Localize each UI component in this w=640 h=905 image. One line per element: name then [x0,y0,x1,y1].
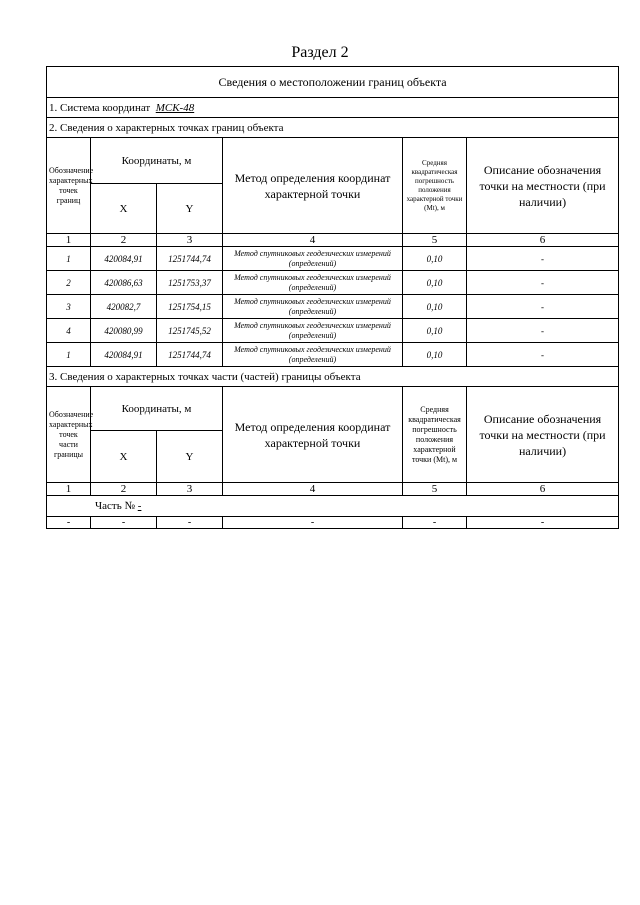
col-number: 6 [467,483,619,496]
point-accuracy: 0,10 [403,295,467,319]
table-title: Сведения о местоположении границ объекта [47,67,619,98]
section2-heading: 2. Сведения о характерных точках границ объекта [47,118,619,138]
point-y: 1251744,74 [157,247,223,271]
point-description: - [467,295,619,319]
col-number: 1 [47,234,91,247]
coordinate-system-row [47,98,619,118]
table-row [47,247,619,271]
point-method: Метод спутниковых геодезических измерений (определений) [223,271,403,295]
part-cell: - [467,517,619,529]
point-id: 3 [47,295,91,319]
part-cell: - [223,517,403,529]
point-id: 1 [47,247,91,271]
point-description: - [467,319,619,343]
point-x: 420084,91 [91,343,157,367]
part-accuracy-header: Средняя квадратическая погрешность положения характерной точки (Mt), м [403,387,467,483]
point-x: 420080,99 [91,319,157,343]
section3-heading: 3. Сведения о характерных точках части (частей) границы объекта [47,367,619,387]
point-y: 1251745,52 [157,319,223,343]
part-y-header: Y [157,431,223,483]
col-number: 5 [403,234,467,247]
point-id: 2 [47,271,91,295]
part-x-header: X [91,431,157,483]
point-y: 1251744,74 [157,343,223,367]
table-row [47,271,619,295]
col-number: 5 [403,483,467,496]
x-header: X [91,184,157,234]
table-row [47,295,619,319]
point-description: - [467,247,619,271]
point-description: - [467,343,619,367]
table-row [47,319,619,343]
point-x: 420084,91 [91,247,157,271]
point-accuracy: 0,10 [403,343,467,367]
col-number: 6 [467,234,619,247]
point-accuracy: 0,10 [403,247,467,271]
point-x: 420086,63 [91,271,157,295]
part-description-header: Описание обозначения точки на местности (при наличии) [467,387,619,483]
table-row [47,343,619,367]
part-coords-header: Координаты, м [91,387,223,431]
accuracy-header: Средняя квадратическая погрешность положения характерной точки (Mt), м [403,138,467,234]
col-number: 2 [91,483,157,496]
point-method: Метод спутниковых геодезических измерений (определений) [223,343,403,367]
point-y: 1251754,15 [157,295,223,319]
part-number-label: Часть № [95,500,135,512]
col-number: 3 [157,234,223,247]
y-header: Y [157,184,223,234]
column-number-row [47,234,619,247]
point-accuracy: 0,10 [403,271,467,295]
col-number: 4 [223,483,403,496]
coordinate-system-label: 1. Система координат [49,101,151,114]
point-id: 1 [47,343,91,367]
point-description: - [467,271,619,295]
description-header: Описание обозначения точки на местности (при наличии) [467,138,619,234]
col-number: 2 [91,234,157,247]
page-title: Раздел 2 [291,44,349,61]
point-accuracy: 0,10 [403,319,467,343]
method-header: Метод определения координат характерной точки [223,138,403,234]
part-point-id-header: Обозначение характерных точек части границы [47,387,91,483]
point-method: Метод спутниковых геодезических измерений (определений) [223,295,403,319]
part-cell: - [403,517,467,529]
point-method: Метод спутниковых геодезических измерений (определений) [223,247,403,271]
part-method-header: Метод определения координат характерной точки [223,387,403,483]
point-id: 4 [47,319,91,343]
part-number-value: - [137,500,142,512]
col-number: 3 [157,483,223,496]
point-method: Метод спутниковых геодезических измерений (определений) [223,319,403,343]
coords-header: Координаты, м [91,138,223,184]
part-cell: - [47,517,91,529]
coordinate-system-value: МСК-48 [155,101,195,114]
part-cell: - [91,517,157,529]
part-number-row [47,496,619,517]
part-cell: - [157,517,223,529]
boundary-table [46,66,619,529]
point-id-header: Обозначение характерных точек границ [47,138,91,234]
point-x: 420082,7 [91,295,157,319]
col-number: 1 [47,483,91,496]
point-y: 1251753,37 [157,271,223,295]
table-row [47,517,619,529]
column-number-row [47,483,619,496]
col-number: 4 [223,234,403,247]
